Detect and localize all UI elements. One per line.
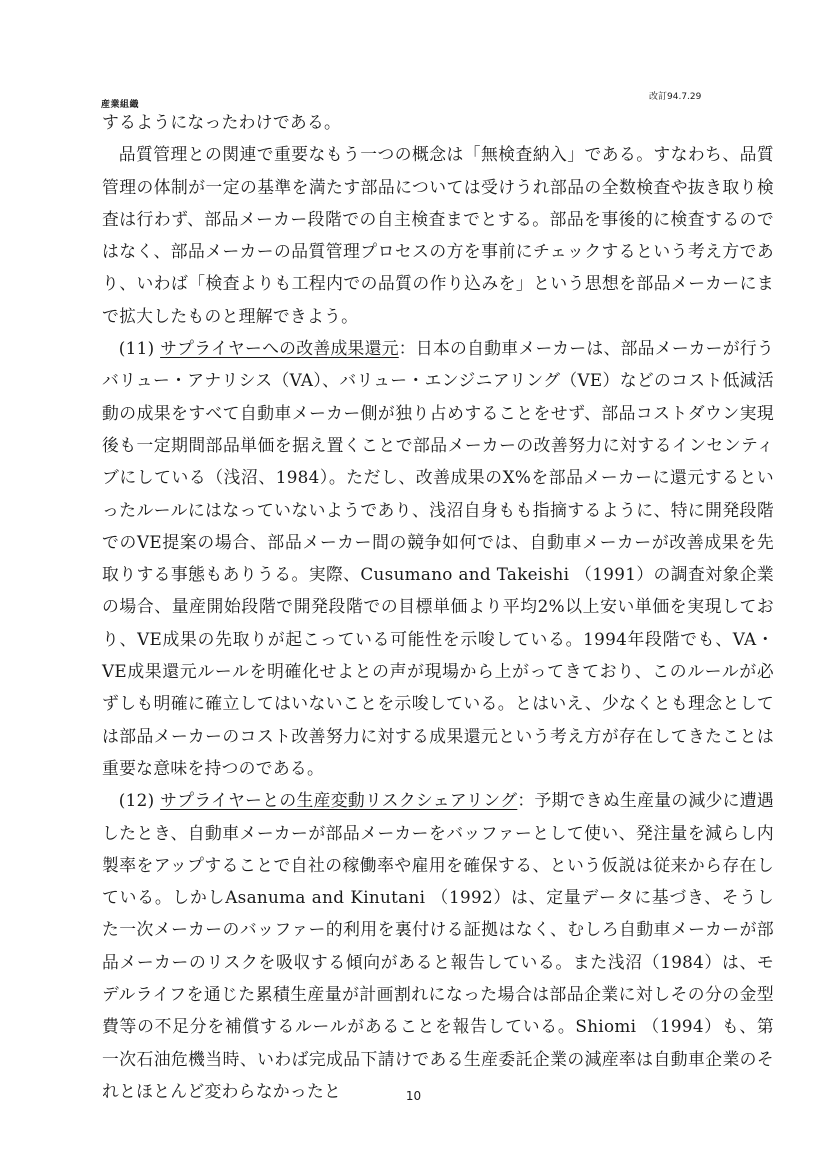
item-number: (12): [118, 790, 155, 811]
item-body: ：日本の自動車メーカーは、部品メーカーが行うバリュー・アナリシス（VA）、バリュー・エンジニアリング（VE）などのコスト低減活動の成果をすべて自動車メーカー側が独り占めすることをせず、部品コストダウン実現後も一定期間部品単価を据え置くことで部品メーカーの改善努力に対するインセンティブにしている（浅沼、1984）。ただし、改善成果のX%を部品メーカーに還元するといったルールにはなっていないようであり、浅沼自身もも指摘するように、特に開発段階でのVE提案の場合、部品メーカー間の競争如何では、自動車メーカーが改善成果を先取りする事態もありうる。実際、Cusumano and Takeishi （1991）の調査対象企業の場合、量産開始段階で開発段階での目標単価より平均2%以上安い単価を実現しており、VE成果の先取りが起こっている可能性を示唆している。1994年段階でも、VA・VE成果還元ルールを明確化せよとの声が現場から上がってきており、このルールが必ずしも明確に確立してはいないことを示唆している。とはいえ、少なくとも理念としては部品メーカーのコスト改善努力に対する成果還元という考え方が存在してきたことは重要な意味を持つのである。: [102, 338, 774, 778]
body-text: [102, 106, 774, 1107]
item-heading: サプライヤーとの生産変動リスクシェアリング: [160, 790, 518, 811]
item-body: ：予期できぬ生産量の減少に遭遇したとき、自動車メーカーが部品メーカーをバッファーとして使い、発注量を減らし内製率をアップすることで自社の稼働率や雇用を確保する、という仮説は従来から存在している。しかしAsanuma and Kinutani （1992）は、定量データに基づき、そうした一次メーカーのバッファー的利用を裏付ける証拠はなく、むしろ自動車メーカーが部品メーカーのリスクを吸収する傾向があると報告している。また浅沼（1984）は、モデルライフを通じた累積生産量が計画割れになった場合は部品企業に対しその分の金型費等の不足分を補償するルールがあることを報告している。Shiomi （1994）も、第一次石油危機当時、いわば完成品下請けである生産委託企業の減産率は自動車企業のそれとほとんど変わらなかったと: [102, 790, 774, 1101]
paragraph-item-11: [102, 332, 774, 784]
revision-date-label: 改訂94.7.29: [649, 92, 702, 102]
page-number: 10: [405, 1089, 422, 1103]
paragraph-continuation: するようになったわけである。: [102, 112, 342, 132]
paragraph-inspection-free: 品質管理との関連で重要なもう一つの概念は「無検査納入」である。すなわち、品質管理の体制が一定の基準を満たす部品については受けうれ部品の全数検査や抜き取り検査は行わず、部品メーカー段階での自主検査までとする。部品を事後的に検査するのではなく、部品メーカーの品質管理プロセスの方を事前にチェックするという考え方であり、いわば「検査よりも工程内での品質の作り込みを」という思想を部品メーカーにまで拡大したものと理解できよう。: [102, 144, 774, 326]
item-number: (11): [118, 338, 155, 359]
item-heading: サプライヤーへの改善成果還元: [160, 338, 399, 359]
paragraph-item-12: [102, 784, 774, 1107]
running-header-label: 産業組織: [101, 100, 140, 110]
